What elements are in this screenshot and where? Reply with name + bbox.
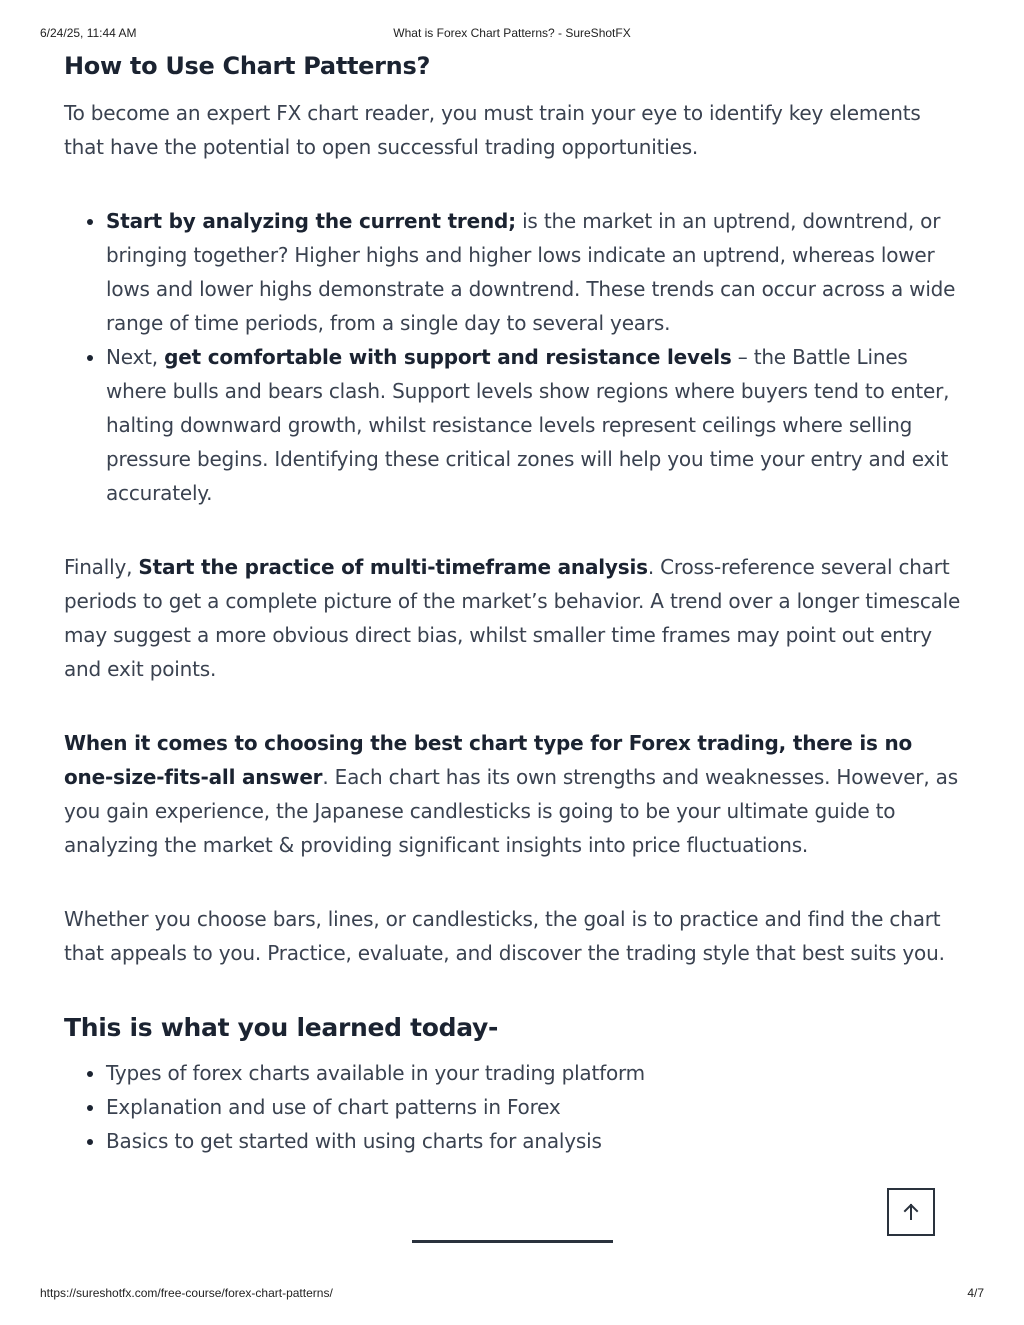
finally-text: . Cross-reference several chart periods to get a complete picture of the market’s behavior. A trend over a longer timescale may suggest a more obvious direct bias, whilst smaller time frames may point out entry and exit points. — [64, 555, 961, 681]
list-item: • Basics to get started with using charts for analysis — [106, 1124, 964, 1158]
print-url: https://sureshotfx.com/free-course/forex-chart-patterns/ — [40, 1286, 333, 1300]
print-datetime: 6/24/25, 11:44 AM — [40, 26, 137, 40]
section-divider — [412, 1240, 613, 1243]
heading-how-to-use: How to Use Chart Patterns? — [64, 52, 431, 80]
list-item-text: is the market in an uptrend, downtrend, or bringing together? Higher highs and higher lows indicate an uptrend, whereas lower lows and lower highs demonstrate a downtrend. These trends can occur across a wide range of time periods, from a single day to several years. — [106, 209, 956, 335]
print-page-title: What is Forex Chart Patterns? - SureShotFX — [393, 26, 631, 40]
tips-list — [64, 204, 964, 510]
list-item-text: – the Battle Lines where bulls and bears clash. Support levels show regions where buyers tend to enter, halting downward growth, whilst resistance levels represent ceilings where selling pressure begins. Identifying these critical zones will help you time your entry and exit accurately. — [106, 345, 950, 505]
learned-list — [64, 1056, 964, 1158]
arrow-up-icon — [901, 1202, 921, 1222]
list-item — [106, 340, 964, 510]
list-item-prefix: Next, — [106, 345, 165, 369]
heading-what-you-learned: This is what you learned today- — [64, 1013, 499, 1042]
print-header — [40, 26, 984, 42]
intro-paragraph: To become an expert FX chart reader, you must train your eye to identify key elements that have the potential to open successful trading opportunities. — [64, 101, 921, 159]
list-item — [106, 204, 964, 340]
choosing-text: . Each chart has its own strengths and weaknesses. However, as you gain experience, the Japanese candlesticks is going to be your ultimate guide to analyzing the market & providing significant insights into price fluctuations. — [64, 765, 958, 857]
print-footer — [40, 1286, 984, 1302]
finally-bold: Start the practice of multi-timeframe analysis — [138, 555, 648, 579]
choosing-paragraph — [64, 726, 964, 862]
print-page-number: 4/7 — [967, 1286, 984, 1300]
list-item: • Types of forex charts available in your trading platform — [106, 1056, 964, 1090]
back-to-top-button[interactable] — [887, 1188, 935, 1236]
finally-prefix: Finally, — [64, 555, 139, 579]
whether-paragraph: Whether you choose bars, lines, or candlesticks, the goal is to practice and find the chart that appeals to you. Practice, evaluate, and discover the trading style that best suits you. — [64, 907, 945, 965]
list-item: • Explanation and use of chart patterns in Forex — [106, 1090, 964, 1124]
finally-paragraph — [64, 550, 964, 686]
list-item-bold: get comfortable with support and resistance levels — [164, 345, 732, 369]
article-content — [64, 50, 964, 1158]
list-item-bold: Start by analyzing the current trend; — [106, 209, 516, 233]
choosing-bold: When it comes to choosing the best chart type for Forex trading, there is no one-size-fits-all answer — [64, 731, 913, 789]
